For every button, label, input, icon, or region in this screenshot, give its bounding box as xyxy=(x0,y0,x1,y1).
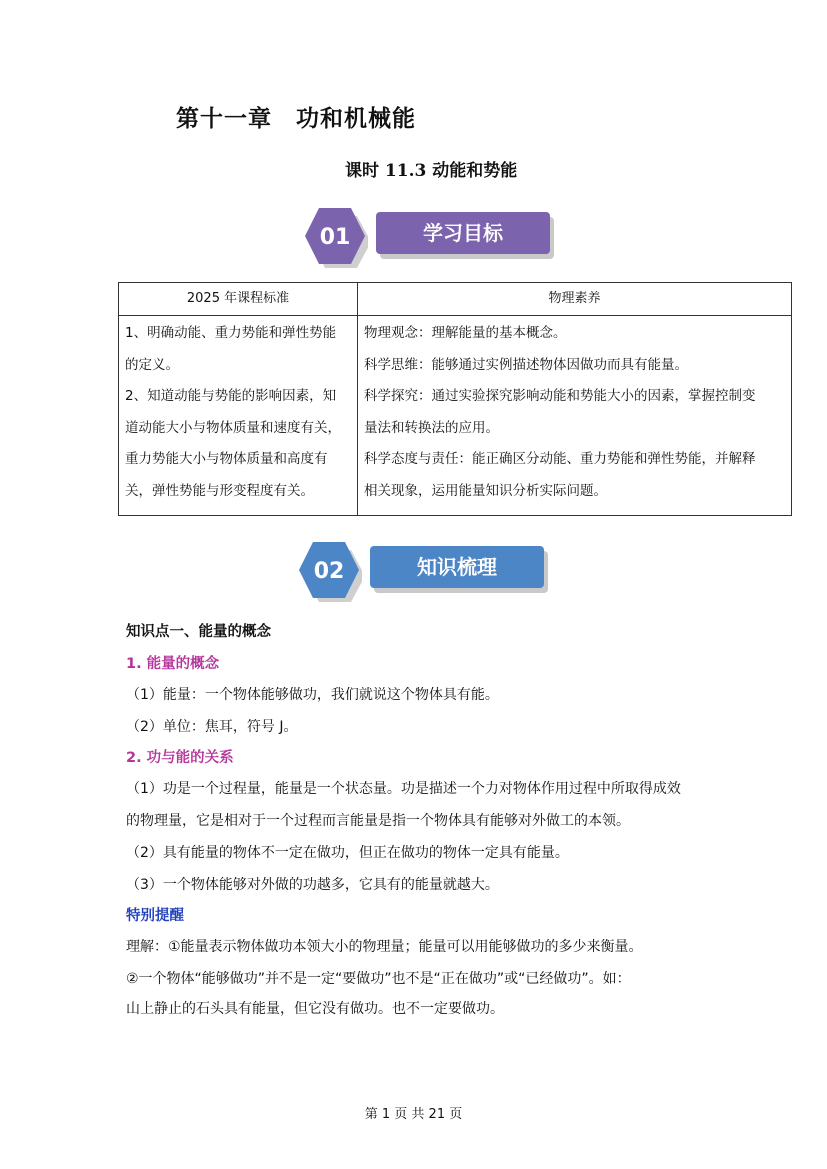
lesson-title: 课时 11.3 动能和势能 xyxy=(345,161,518,181)
special-note-heading: 特别提醒 xyxy=(126,908,184,924)
subheading-energy-concept: 1. 能量的概念 xyxy=(126,656,220,672)
curriculum-table xyxy=(118,282,792,516)
section-label: 知识梳理 xyxy=(370,546,544,588)
content-line: 的物理量，它是相对于一个过程而言能量是指一个物体具有能够对外做工的本领。 xyxy=(126,813,630,829)
content-line: （2）具有能量的物体不一定在做功，但正在做功的物体一定具有能量。 xyxy=(126,845,569,861)
section-badge-learning-goals xyxy=(302,206,556,270)
table-header-standard: 2025 年课程标准 xyxy=(119,283,358,316)
standard-cell xyxy=(119,316,358,516)
standard-line: 1、明确动能、重力势能和弹性势能 xyxy=(125,325,337,341)
content-line: （1）功是一个过程量，能量是一个状态量。功是描述一个力对物体作用过程中所取得成效 xyxy=(126,781,681,797)
literacy-line: 相关现象，运用能量知识分析实际问题。 xyxy=(364,482,607,499)
content-line: （2）单位：焦耳，符号 J。 xyxy=(126,719,298,735)
section-label: 学习目标 xyxy=(376,212,550,254)
table-header-literacy: 物理素养 xyxy=(358,283,792,316)
literacy-line: 物理观念：理解能量的基本概念。 xyxy=(364,325,567,341)
note-line: ②一个物体“能够做功”并不是一定“要做功”也不是“正在做功”或“已经做功”。如： xyxy=(126,971,631,987)
literacy-line: 科学思维：能够通过实例描述物体因做功而具有能量。 xyxy=(364,356,688,373)
subheading-work-energy: 2. 功与能的关系 xyxy=(126,750,234,766)
note-line: 理解：①能量表示物体做功本领大小的物理量；能量可以用能够做功的多少来衡量。 xyxy=(126,939,643,955)
knowledge-point-heading: 知识点一、能量的概念 xyxy=(126,624,271,640)
content-line: （1）能量：一个物体能够做功，我们就说这个物体具有能。 xyxy=(126,687,499,703)
section-number: 02 xyxy=(313,559,345,584)
page-footer: 第 1 页 共 21 页 xyxy=(364,1107,463,1122)
standard-line: 道动能大小与物体质量和速度有关， xyxy=(125,419,341,436)
standard-line: 2、知道动能与势能的影响因素，知 xyxy=(125,388,337,404)
literacy-line: 科学探究：通过实验探究影响动能和势能大小的因素，掌握控制变 xyxy=(364,388,756,404)
literacy-line: 量法和转换法的应用。 xyxy=(364,419,499,436)
literacy-cell xyxy=(358,316,792,516)
standard-line: 关，弹性势能与形变程度有关。 xyxy=(125,482,314,499)
literacy-line: 科学态度与责任：能正确区分动能、重力势能和弹性势能，并解释 xyxy=(364,451,756,467)
section-badge-knowledge-review xyxy=(296,540,550,604)
standard-line: 的定义。 xyxy=(125,356,179,373)
chapter-title: 第十一章 功和机械能 xyxy=(176,105,416,132)
section-number: 01 xyxy=(319,225,351,250)
content-line: （3）一个物体能够对外做的功越多，它具有的能量就越大。 xyxy=(126,877,499,893)
note-line: 山上静止的石头具有能量，但它没有做功。也不一定要做功。 xyxy=(126,1001,504,1017)
standard-line: 重力势能大小与物体质量和高度有 xyxy=(125,451,328,467)
